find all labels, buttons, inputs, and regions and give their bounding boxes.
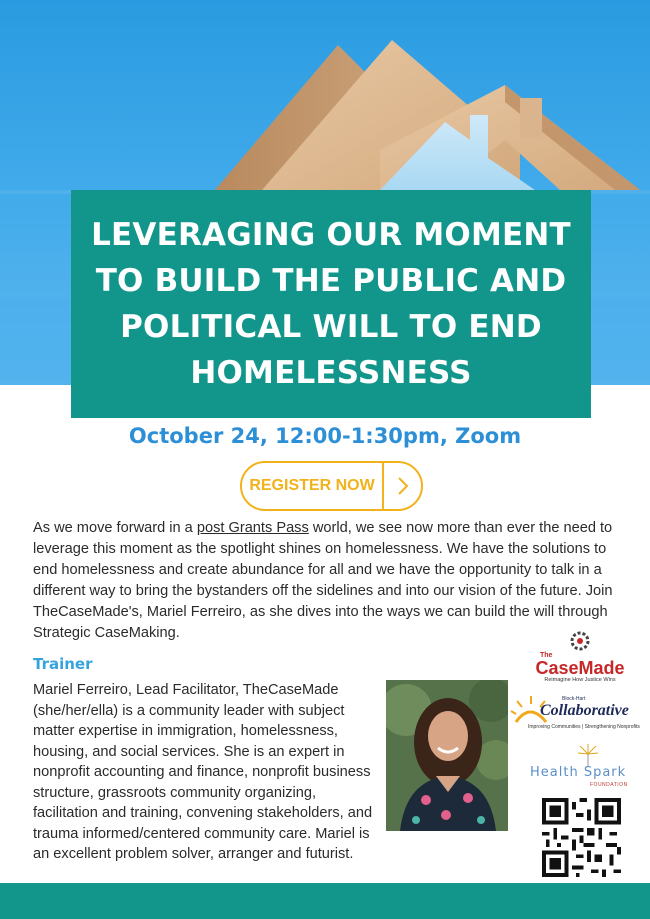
healthspark-logo [528, 742, 630, 792]
intro-paragraph [33, 518, 629, 644]
casemade-name: CaseMade [535, 658, 625, 678]
register-now-button[interactable] [240, 461, 423, 511]
healthspark-name: Health Spark [530, 765, 627, 780]
gear-icon [569, 630, 591, 652]
qr-code[interactable] [540, 798, 623, 877]
trainer-heading: Trainer [33, 655, 93, 673]
collaborative-logo [510, 692, 640, 736]
casemade-tagline: Reimagine How Justice Wins [544, 677, 616, 683]
post-grants-pass-link[interactable]: post Grants Pass [196, 520, 309, 536]
collaborative-name: Collaborative [540, 702, 629, 719]
register-now-label: REGISTER NOW [249, 477, 375, 494]
trainer-bio: Mariel Ferreiro, Lead Facilitator, TheCaseMade (she/her/ella) is a community leader with subject matter expertise in immigration, homelessness, housing, and social services. She is an expert in nonprofit accounting and finance, nonprofit business structure, grassroots community organizing, facilitation and training, convening stakeholders, and trauma informed/centered community care. Mariel is an excellent problem solver, arranger and futurist. [33, 682, 373, 862]
chevron-right-icon [384, 475, 421, 497]
event-date: October 24, 12:00-1:30pm, Zoom [128, 424, 522, 448]
thecasemade-logo [530, 630, 630, 686]
footer-bar [0, 883, 650, 919]
title-banner [71, 190, 591, 418]
healthspark-foundation: FOUNDATION [590, 782, 628, 788]
casemade-the: The [540, 652, 553, 659]
intro-text-rest: world, we see now more than ever the need to leverage this moment as the spotlight shines on homelessness. We have the solutions to end homelessness and create abundance for all and we have the opportunity to talk in a different way to bring the bystanders off the sidelines and into our vision of the future. Join TheCaseMade's, Mariel Ferreiro, as she dives into the ways we can build the will through Strategic CaseMaking. [33, 520, 613, 641]
trainer-photo [386, 680, 508, 831]
collaborative-small-text: Block-Hart [562, 696, 586, 702]
intro-text-start: As we move forward in a [33, 520, 197, 536]
collaborative-tagline: Improving Communities | Strengthening Nonprofits [528, 724, 640, 730]
page-title: LEVERAGING OUR MOMENT TO BUILD THE PUBLIC AND POLITICAL WILL TO END HOMELESSNESS [91, 217, 571, 391]
